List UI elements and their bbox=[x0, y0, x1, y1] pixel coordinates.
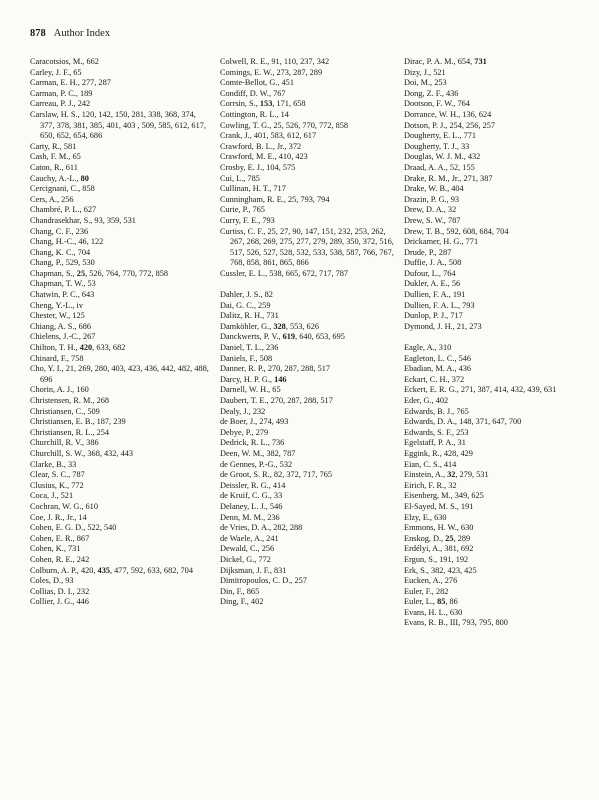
index-entry: Carty, R., 581 bbox=[30, 141, 77, 151]
index-entry: Drew, D. A., 32 bbox=[404, 205, 457, 215]
index-entry: Edwards, S. F., 253 bbox=[404, 427, 469, 437]
index-entry: Comings, E. W., 273, 287, 289 bbox=[220, 67, 323, 77]
index-entry: Cochran, W. G., 610 bbox=[30, 501, 98, 511]
index-entry: Eisenberg, M., 349, 625 bbox=[404, 491, 484, 501]
index-entry: Clarke, B., 33 bbox=[30, 459, 77, 469]
index-entry: Chester, W., 125 bbox=[30, 311, 85, 321]
index-entry: de Waele, A., 241 bbox=[220, 533, 279, 543]
index-entry: Curie, P., 765 bbox=[220, 205, 265, 215]
index-entry: Daniels, F., 508 bbox=[220, 353, 273, 363]
index-entry: Cui, L., 785 bbox=[220, 173, 260, 183]
index-column-right bbox=[404, 57, 574, 629]
index-entry: Evans, H. L., 630 bbox=[404, 607, 463, 617]
index-entry: Dufour, L., 764 bbox=[404, 268, 456, 278]
index-entry: Comte-Bellot, G., 451 bbox=[220, 78, 294, 88]
index-entry: Dootson, F. W., 764 bbox=[404, 99, 470, 109]
index-entry: Egelstaff, P. A., 31 bbox=[404, 438, 466, 448]
index-entry: Dai, G. C., 259 bbox=[220, 300, 271, 310]
index-entry: Cash, F. M., 65 bbox=[30, 152, 81, 162]
index-entry: Churchill, R. V., 386 bbox=[30, 438, 99, 448]
index-entry: Drew, S. W., 787 bbox=[404, 215, 461, 225]
index-entry: Dotson, P. J., 254, 256, 257 bbox=[404, 120, 496, 130]
index-entry: Carreau, P. J., 242 bbox=[30, 99, 91, 109]
index-entry: Daniel, T. L., 236 bbox=[220, 343, 279, 353]
index-entry: Cottington, R. L., 14 bbox=[220, 109, 289, 119]
index-entry: Cullinan, H. T., 717 bbox=[220, 184, 286, 194]
page-title: Author Index bbox=[53, 28, 111, 39]
index-entry: Caracotsios, M., 662 bbox=[30, 57, 99, 66]
index-entry: Douglas, W. J. M., 432 bbox=[404, 152, 481, 162]
index-entry: Chambré, P. L., 627 bbox=[30, 205, 97, 215]
index-entry: Crawford, B. L., Jr., 372 bbox=[220, 141, 302, 151]
index-entry: Doi, M., 253 bbox=[404, 78, 447, 88]
index-entry: Dullien, F. A., 191 bbox=[404, 290, 466, 300]
index-entry: Danckwerts, P. V., 619, 640, 653, 695 bbox=[220, 332, 345, 342]
index-entry: Chandrasekhar, S., 93, 359, 531 bbox=[30, 215, 136, 225]
index-entry: Dedrick, R. L., 736 bbox=[220, 438, 285, 448]
index-entry: Emmons, H. W., 630 bbox=[404, 523, 474, 533]
index-entry: Delaney, L. J., 546 bbox=[220, 501, 283, 511]
index-entry: Draad, A. A., 52, 155 bbox=[404, 162, 475, 172]
index-entry: Ergun, S., 191, 192 bbox=[404, 554, 469, 564]
index-entry: Evans, R. B., III, 793, 795, 800 bbox=[404, 618, 508, 628]
index-entry: de Gennes, P.-G., 532 bbox=[220, 459, 293, 469]
index-entry: Cers, A., 256 bbox=[30, 194, 74, 204]
index-entry: Eagle, A., 310 bbox=[404, 343, 452, 353]
index-entry: Carley, J. F., 65 bbox=[30, 67, 82, 77]
index-entry: Edwards, B. J., 765 bbox=[404, 406, 469, 416]
index-entry: Dougherty, T. J., 33 bbox=[404, 141, 470, 151]
index-entry: Eder, G., 402 bbox=[404, 396, 449, 405]
index-entry: Dizy, J., 521 bbox=[404, 67, 446, 77]
index-entry: Caton, R., 611 bbox=[30, 162, 78, 172]
index-entry: Coles, D., 93 bbox=[30, 576, 74, 586]
index-entry: Danner, R. P., 270, 287, 288, 517 bbox=[220, 364, 331, 374]
index-entry: Collier, J. G., 446 bbox=[30, 597, 89, 607]
index-entry: Euler, F., 282 bbox=[404, 586, 449, 596]
index-entry: Corrsin, S., 153, 171, 658 bbox=[220, 99, 306, 109]
index-entry: Clusius, K., 772 bbox=[30, 480, 84, 490]
index-entry: Christiansen, E. B., 187, 239 bbox=[30, 417, 126, 427]
index-entry: Cowling, T. G., 25, 526, 770, 772, 858 bbox=[220, 120, 349, 130]
index-entry: Dickel, G., 772 bbox=[220, 554, 271, 564]
index-entry: Christensen, R. M., 268 bbox=[30, 396, 110, 405]
index-entry: Dukler, A. E., 56 bbox=[404, 279, 461, 289]
index-entry: Carslaw, H. S., 120, 142, 150, 281, 338, 368, 374, 377, 378, 381, 385, 401, 403 , 509, 585, 612, 617, 650, 652, 654, 686 bbox=[30, 109, 206, 141]
index-entry: Chang, P., 529, 530 bbox=[30, 258, 95, 268]
index-entry: Colburn, A. P., 420, 435, 477, 592, 633, 682, 704 bbox=[30, 565, 193, 575]
index-entry: Coca, J., 521 bbox=[30, 491, 74, 501]
index-entry: Dorrance, W. H., 136, 624 bbox=[404, 109, 492, 119]
index-entry: Dymond, J. H., 21, 273 bbox=[404, 321, 482, 331]
index-entry: Chinard, F., 758 bbox=[30, 353, 84, 363]
index-entry: Cauchy, A.-L., 80 bbox=[30, 173, 89, 183]
index-entry: Coe, J. R., Jr., 14 bbox=[30, 512, 87, 522]
index-entry: Dahler, J. S., 82 bbox=[220, 290, 273, 300]
index-entry: Churchill, S. W., 368, 432, 443 bbox=[30, 448, 134, 458]
index-entry: Cohen, R. E., 242 bbox=[30, 554, 90, 564]
index-entry: de Kruif, C. G., 33 bbox=[220, 491, 283, 501]
index-entry: Eirich, F. R., 32 bbox=[404, 480, 457, 490]
index-entry: Edwards, D. A., 148, 371, 647, 700 bbox=[404, 417, 522, 427]
index-entry: Chielens, J.-C., 267 bbox=[30, 332, 96, 342]
index-entry: Cheng, Y.-L., iv bbox=[30, 300, 84, 310]
index-entry: Chatwin, P. C., 643 bbox=[30, 290, 95, 300]
index-entry: Cohen, E. R., 867 bbox=[30, 533, 90, 543]
index-entry: Clear, S. C., 787 bbox=[30, 470, 85, 480]
index-entry: Dewald, C., 256 bbox=[220, 544, 275, 554]
index-entry: Dijksman, J. F., 831 bbox=[220, 565, 287, 575]
index-entry: Carman, E. H., 277, 287 bbox=[30, 78, 111, 88]
index-entry: Dalitz, R. H., 731 bbox=[220, 311, 279, 321]
index-entry: Cercignani, C., 858 bbox=[30, 184, 95, 194]
index-entry: Dougherty, E. L., 771 bbox=[404, 131, 477, 141]
index-entry: Eian, C. S., 414 bbox=[404, 459, 457, 469]
index-entry: Deen, W. M., 382, 787 bbox=[220, 448, 296, 458]
index-entry: Collias, D. I., 232 bbox=[30, 586, 90, 596]
index-entry: Damköhler, G., 328, 553, 626 bbox=[220, 321, 319, 331]
running-header bbox=[30, 28, 110, 39]
index-entry: Drickamer, H. G., 771 bbox=[404, 237, 479, 247]
index-entry: Cunningham, R. E., 25, 793, 794 bbox=[220, 194, 330, 204]
letter-gap bbox=[404, 332, 574, 343]
index-entry: Chapman, S., 25, 526, 764, 770, 772, 858 bbox=[30, 268, 169, 278]
index-entry: El-Sayed, M. S., 191 bbox=[404, 501, 474, 511]
index-entry: Crosby, E. J., 104, 575 bbox=[220, 162, 296, 172]
page-number: 878 bbox=[30, 28, 46, 39]
index-entry: Crawford, M. E., 410, 423 bbox=[220, 152, 308, 162]
index-entry: Enskog, D., 25, 289 bbox=[404, 533, 471, 543]
index-entry: Eggink, R., 428, 429 bbox=[404, 448, 473, 458]
index-entry: Cussler, E. L., 538, 665, 672, 717, 787 bbox=[220, 268, 349, 278]
index-entry: Crank, J., 401, 583, 612, 617 bbox=[220, 131, 317, 141]
index-column-middle bbox=[220, 57, 395, 608]
index-entry: Eagleton, L. C., 546 bbox=[404, 353, 472, 363]
index-entry: Euler, L., 85, 86 bbox=[404, 597, 458, 607]
index-entry: Drude, P., 287 bbox=[404, 247, 452, 257]
index-entry: Dullien, F. A. L., 793 bbox=[404, 300, 475, 310]
index-entry: Cohen, E. G. D., 522, 540 bbox=[30, 523, 117, 533]
letter-gap bbox=[220, 279, 395, 290]
index-entry: Einstein, A., 32, 279, 531 bbox=[404, 470, 489, 480]
index-entry: Curtiss, C. F., 25, 27, 90, 147, 151, 232, 253, 262, 267, 268, 269, 275, 277, 279, 289, 350, 372, 516, 517, 526, 527, 528, 532, 533, 538, 587, 766, 767, 768, 858, 861, 865, 866 bbox=[220, 226, 394, 268]
index-entry: Christiansen, C., 509 bbox=[30, 406, 100, 416]
index-entry: Darcy, H. P. G., 146 bbox=[220, 374, 287, 384]
index-entry: Daubert, T. E., 270, 287, 288, 517 bbox=[220, 396, 333, 405]
index-entry: Chiang, A. S., 686 bbox=[30, 321, 92, 331]
index-entry: Chang, K. C., 704 bbox=[30, 247, 91, 257]
index-entry: Chang, H.-C., 46, 122 bbox=[30, 237, 104, 247]
index-column-left bbox=[30, 57, 210, 608]
index-entry: Chapman, T. W., 53 bbox=[30, 279, 96, 289]
index-entry: Deissler, R. G., 414 bbox=[220, 480, 286, 490]
index-entry: Din, F., 865 bbox=[220, 586, 260, 596]
index-entry: Carman, P. C., 189 bbox=[30, 88, 93, 98]
index-entry: Drew, T. B., 592, 608, 684, 704 bbox=[404, 226, 509, 236]
index-entry: Ebadian, M. A., 436 bbox=[404, 364, 472, 374]
index-entry: Elzy, E., 630 bbox=[404, 512, 447, 522]
index-entry: Drake, W. B., 404 bbox=[404, 184, 464, 194]
index-entry: Dunlop, P. J., 717 bbox=[404, 311, 463, 321]
index-entry: Eucken, A., 276 bbox=[404, 576, 458, 586]
index-entry: Debye, P., 279 bbox=[220, 427, 269, 437]
index-entry: Ding, F., 402 bbox=[220, 597, 264, 607]
index-entry: Denn, M. M., 236 bbox=[220, 512, 280, 522]
index-entry: Curry, F. E., 793 bbox=[220, 215, 275, 225]
index-entry: Darnell, W. H., 65 bbox=[220, 385, 281, 395]
index-entry: de Groot, S. R., 82, 372, 717, 765 bbox=[220, 470, 333, 480]
index-entry: Chang, C. F., 236 bbox=[30, 226, 89, 236]
index-entry: Colwell, R. E., 91, 110, 237, 342 bbox=[220, 57, 330, 66]
index-entry: Christiansen, R. L., 254 bbox=[30, 427, 110, 437]
index-entry: Chorin, A. J., 160 bbox=[30, 385, 89, 395]
index-entry: Cho, Y. I., 21, 269, 280, 403, 423, 436, 442, 482, 488, 696 bbox=[30, 364, 209, 384]
index-entry: Eckert, E. R. G., 271, 387, 414, 432, 439, 631 bbox=[404, 385, 557, 395]
index-entry: Duffie, J. A., 508 bbox=[404, 258, 462, 268]
index-entry: de Vries, D. A., 282, 288 bbox=[220, 523, 303, 533]
index-entry: Drake, R. M., Jr., 271, 387 bbox=[404, 173, 493, 183]
index-entry: Dealy, J., 232 bbox=[220, 406, 266, 416]
index-entry: Erk, S., 382, 423, 425 bbox=[404, 565, 477, 575]
index-entry: Condiff, D. W., 767 bbox=[220, 88, 286, 98]
index-entry: Dimitropoulos, C. D., 257 bbox=[220, 576, 307, 586]
index-entry: de Boer, J., 274, 493 bbox=[220, 417, 289, 427]
index-entry: Cohen, K., 731 bbox=[30, 544, 81, 554]
index-entry: Dirac, P. A. M., 654, 731 bbox=[404, 57, 487, 66]
index-entry: Dong, Z. F., 436 bbox=[404, 88, 459, 98]
index-entry: Erdélyi, A., 381, 692 bbox=[404, 544, 474, 554]
index-entry: Drazin, P. G., 93 bbox=[404, 194, 460, 204]
index-entry: Eckart, C. H., 372 bbox=[404, 374, 465, 384]
index-entry: Chilton, T. H., 420, 633, 682 bbox=[30, 343, 126, 353]
